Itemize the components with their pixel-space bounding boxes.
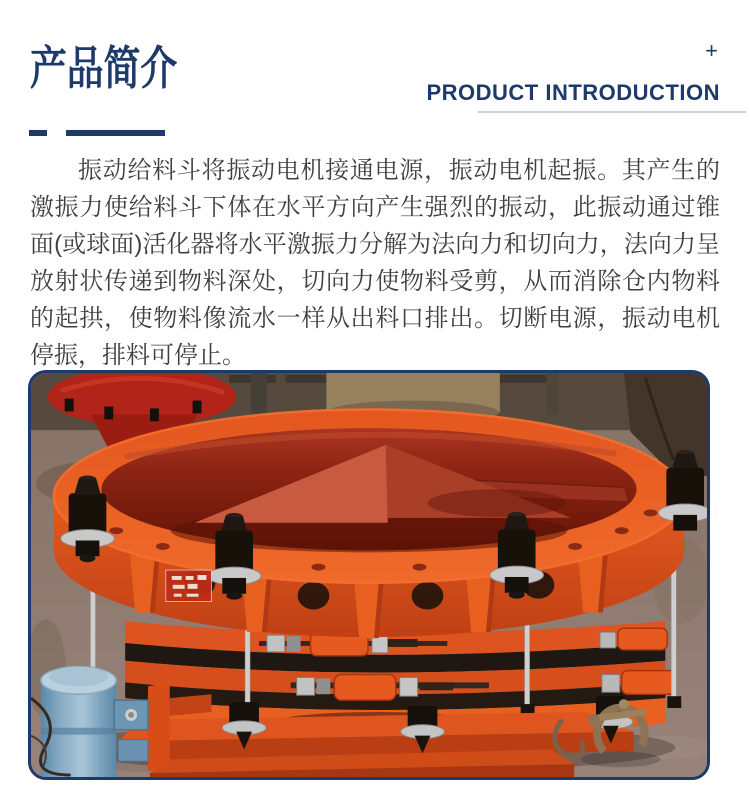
machine-body bbox=[54, 409, 684, 638]
photo-frame bbox=[28, 370, 710, 780]
page-subtitle: PRODUCT INTRODUCTION bbox=[426, 80, 720, 105]
plus-icon: + bbox=[705, 38, 718, 63]
title-dash-short bbox=[29, 130, 47, 136]
intro-paragraph: 振动给料斗将振动电机接通电源，振动电机起振。其产生的激振力使给料斗下体在水平方向产生强烈的振动，此振动通过锥面(或球面)活化器将水平激振力分解为法向力和切向力，法向力呈放射状传递到物料深处，切向力使物料受剪，从而消除仓内物料的起拱，使物料像流水一样从出料口排出。切断电源，振动电机停振，排料可停止。 bbox=[30, 157, 720, 369]
nameplate bbox=[166, 570, 212, 602]
page-title: 产品简介 bbox=[30, 42, 178, 94]
subtitle-underline bbox=[478, 111, 746, 113]
title-dash-long bbox=[66, 130, 165, 136]
product-photo bbox=[31, 373, 707, 777]
